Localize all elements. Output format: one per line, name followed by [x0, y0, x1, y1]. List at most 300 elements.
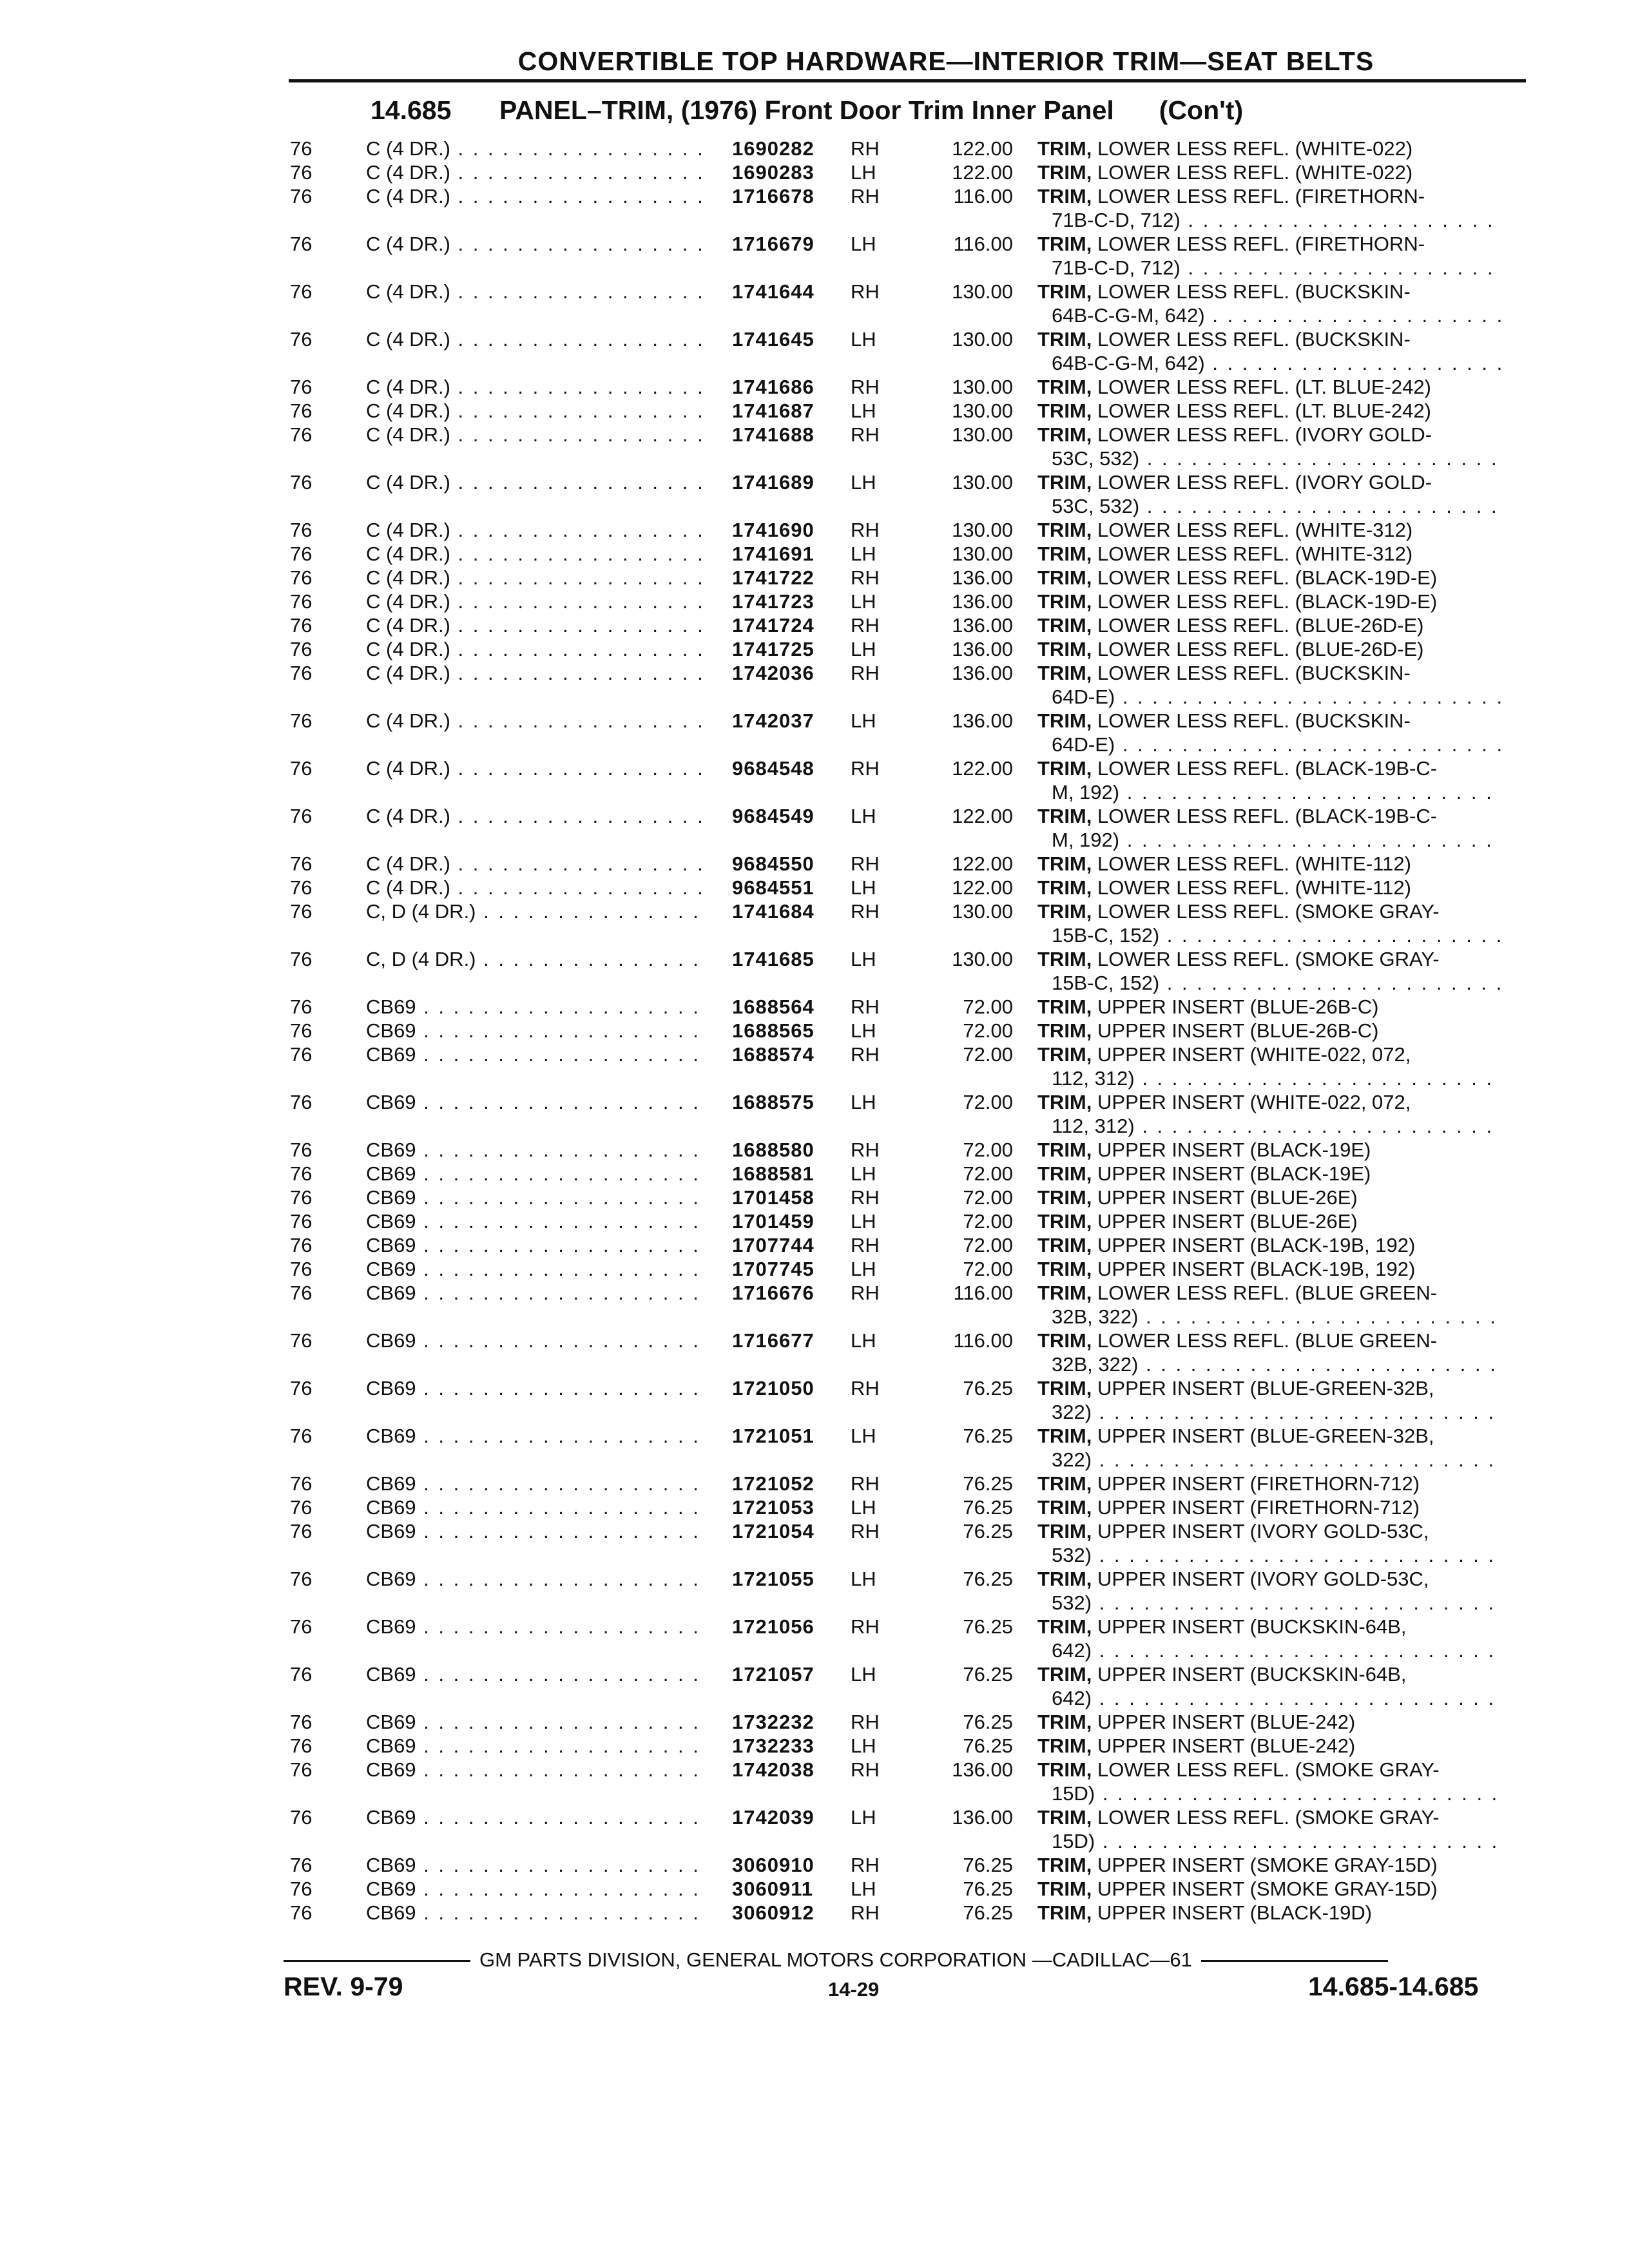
description-continuation: 112, 312) . . . — [1037, 1066, 1501, 1090]
description-cell — [1037, 1519, 1501, 1567]
model-cell: CB69 . . . — [366, 1424, 704, 1448]
side-cell: LH — [851, 471, 876, 494]
year-cell: 76 — [290, 376, 313, 398]
description-continuation: 642) . . . — [1037, 1639, 1501, 1662]
description-continuation: 53C, 532) . . . — [1037, 447, 1501, 470]
description-continuation: 532) . . . — [1037, 1543, 1501, 1567]
description-line — [1037, 1877, 1501, 1901]
year-cell: 76 — [290, 566, 313, 589]
table-row — [0, 1376, 1629, 1424]
description-name: TRIM, — [1037, 1472, 1092, 1495]
description-text: UPPER INSERT (BLUE-242) — [1097, 1735, 1356, 1757]
description-name: TRIM, — [1037, 1329, 1092, 1352]
description-cell — [1037, 1043, 1501, 1090]
model-cell: CB69 . . . — [366, 1495, 704, 1519]
description-line — [1037, 947, 1501, 971]
description-line — [1037, 1710, 1501, 1734]
description-cell — [1037, 280, 1501, 327]
part-number-cell: 1690282 — [732, 137, 815, 160]
description-continuation: 322) . . . — [1037, 1448, 1501, 1472]
description-line — [1037, 995, 1501, 1019]
description-text: UPPER INSERT (BLUE-26E) — [1097, 1210, 1358, 1233]
part-number-cell: 9684550 — [732, 852, 815, 875]
description-cell — [1037, 852, 1501, 876]
side-cell: RH — [851, 852, 880, 875]
description-line — [1037, 1567, 1501, 1591]
description-cell — [1037, 590, 1501, 613]
model-cell: CB69 . . . — [366, 995, 704, 1019]
part-number-cell: 1732232 — [732, 1711, 815, 1733]
part-number-cell: 1732233 — [732, 1735, 815, 1757]
price-cell: 136.00 — [952, 566, 1013, 589]
model-cell: C (4 DR.) . . . — [366, 613, 704, 637]
description-name: TRIM, — [1037, 1758, 1092, 1781]
description-name: TRIM, — [1037, 543, 1092, 565]
side-cell: RH — [851, 376, 880, 398]
description-line — [1037, 1615, 1501, 1639]
description-line — [1037, 590, 1501, 613]
description-text: UPPER INSERT (BLACK-19B, 192) — [1097, 1258, 1416, 1280]
model-cell: C (4 DR.) . . . — [366, 375, 704, 399]
description-line — [1037, 1805, 1501, 1829]
table-row — [0, 1329, 1629, 1376]
model-cell: CB69 . . . — [366, 1186, 704, 1209]
description-name: TRIM, — [1037, 471, 1092, 494]
description-name: TRIM, — [1037, 1568, 1092, 1590]
model-cell: CB69 . . . — [366, 1209, 704, 1233]
table-row — [0, 1233, 1629, 1257]
price-cell: 72.00 — [963, 1043, 1013, 1066]
description-continuation: 64D-E) . . . — [1037, 733, 1501, 756]
table-row — [0, 423, 1629, 470]
description-cell — [1037, 1758, 1501, 1805]
description-cell — [1037, 1186, 1501, 1209]
description-line — [1037, 1734, 1501, 1758]
part-number-cell: 1690283 — [732, 161, 815, 184]
description-line — [1037, 1901, 1501, 1925]
description-text: LOWER LESS REFL. (WHITE-022) — [1097, 137, 1413, 160]
side-cell: RH — [851, 1854, 880, 1876]
description-line — [1037, 1281, 1501, 1305]
description-line — [1037, 1233, 1501, 1257]
year-cell: 76 — [290, 137, 313, 160]
table-row — [0, 470, 1629, 518]
price-cell: 76.25 — [963, 1615, 1013, 1638]
table-row — [0, 399, 1629, 423]
model-cell: CB69 . . . — [366, 1710, 704, 1734]
description-cell — [1037, 375, 1501, 399]
description-cell — [1037, 1257, 1501, 1281]
table-row — [0, 995, 1629, 1019]
price-cell: 72.00 — [963, 1234, 1013, 1256]
description-line — [1037, 852, 1501, 876]
year-cell: 76 — [290, 185, 313, 207]
year-cell: 76 — [290, 1162, 313, 1185]
year-cell: 76 — [290, 1758, 313, 1781]
table-row — [0, 375, 1629, 399]
description-text: LOWER LESS REFL. (SMOKE GRAY- — [1097, 1806, 1440, 1829]
model-cell: C (4 DR.) . . . — [366, 709, 704, 733]
description-name: TRIM, — [1037, 900, 1092, 923]
side-cell: LH — [851, 876, 876, 899]
side-cell: RH — [851, 662, 880, 684]
model-cell: C, D (4 DR.) . . . — [366, 899, 704, 923]
table-row — [0, 518, 1629, 542]
year-cell: 76 — [290, 662, 313, 684]
description-text: UPPER INSERT (FIRETHORN-712) — [1097, 1496, 1420, 1519]
side-cell: LH — [851, 805, 876, 827]
side-cell: LH — [851, 543, 876, 565]
description-continuation: 532) . . . — [1037, 1591, 1501, 1615]
description-text: LOWER LESS REFL. (WHITE-312) — [1097, 519, 1413, 541]
price-cell: 116.00 — [953, 233, 1013, 255]
price-cell: 122.00 — [952, 757, 1013, 780]
description-line — [1037, 137, 1501, 160]
description-text: LOWER LESS REFL. (BLUE GREEN- — [1097, 1329, 1438, 1352]
model-cell: C (4 DR.) . . . — [366, 804, 704, 828]
model-cell: C (4 DR.) . . . — [366, 661, 704, 685]
description-cell — [1037, 566, 1501, 590]
price-cell: 136.00 — [952, 614, 1013, 637]
description-name: TRIM, — [1037, 233, 1092, 255]
part-number-cell: 1742037 — [732, 709, 815, 732]
price-cell: 130.00 — [952, 376, 1013, 398]
model-cell: CB69 . . . — [366, 1901, 704, 1925]
side-cell: LH — [851, 1496, 876, 1519]
side-cell: LH — [851, 328, 876, 351]
year-cell: 76 — [290, 1329, 313, 1352]
description-text: LOWER LESS REFL. (LT. BLUE-242) — [1097, 399, 1431, 422]
model-cell: CB69 . . . — [366, 1734, 704, 1758]
description-line — [1037, 613, 1501, 637]
footer-rule-left — [284, 1960, 470, 1962]
description-line — [1037, 637, 1501, 661]
model-cell: C, D (4 DR.) . . . — [366, 947, 704, 971]
description-cell — [1037, 1710, 1501, 1734]
side-cell: RH — [851, 1758, 880, 1781]
description-text: UPPER INSERT (BUCKSKIN-64B, — [1097, 1615, 1407, 1638]
description-line — [1037, 709, 1501, 733]
part-number-cell: 1721052 — [732, 1472, 815, 1495]
description-text: UPPER INSERT (SMOKE GRAY-15D) — [1097, 1854, 1438, 1876]
price-cell: 122.00 — [952, 137, 1013, 160]
price-cell: 76.25 — [963, 1854, 1013, 1876]
year-cell: 76 — [290, 1210, 313, 1233]
model-cell: CB69 . . . — [366, 1567, 704, 1591]
table-row — [0, 1805, 1629, 1853]
price-cell: 76.25 — [963, 1735, 1013, 1757]
price-cell: 76.25 — [963, 1377, 1013, 1399]
model-cell: CB69 . . . — [366, 1257, 704, 1281]
price-cell: 136.00 — [952, 709, 1013, 732]
side-cell: LH — [851, 399, 876, 422]
description-text: UPPER INSERT (BLACK-19E) — [1097, 1139, 1371, 1161]
description-line — [1037, 1257, 1501, 1281]
part-number-cell: 1688575 — [732, 1091, 815, 1113]
side-cell: RH — [851, 1186, 880, 1209]
price-cell: 130.00 — [952, 948, 1013, 970]
price-cell: 136.00 — [952, 662, 1013, 684]
year-cell: 76 — [290, 519, 313, 541]
year-cell: 76 — [290, 1520, 313, 1542]
description-cell — [1037, 1233, 1501, 1257]
table-row — [0, 232, 1629, 280]
model-cell: CB69 . . . — [366, 1019, 704, 1043]
model-cell: CB69 . . . — [366, 1162, 704, 1186]
description-text: UPPER INSERT (FIRETHORN-712) — [1097, 1472, 1420, 1495]
year-cell: 76 — [290, 948, 313, 970]
description-name: TRIM, — [1037, 1377, 1092, 1399]
description-name: TRIM, — [1037, 1663, 1092, 1686]
table-row — [0, 1186, 1629, 1209]
description-name: TRIM, — [1037, 1878, 1092, 1900]
model-cell: C (4 DR.) . . . — [366, 327, 704, 351]
side-cell: LH — [851, 1019, 876, 1042]
table-row — [0, 1472, 1629, 1495]
price-cell: 76.25 — [963, 1425, 1013, 1447]
part-number-cell: 1688565 — [732, 1019, 815, 1042]
description-line — [1037, 232, 1501, 256]
description-cell — [1037, 1329, 1501, 1376]
table-row — [0, 899, 1629, 947]
side-cell: RH — [851, 566, 880, 589]
side-cell: RH — [851, 185, 880, 207]
table-row — [0, 280, 1629, 327]
year-cell: 76 — [290, 1568, 313, 1590]
price-cell: 130.00 — [952, 519, 1013, 541]
model-cell: CB69 . . . — [366, 1519, 704, 1543]
description-line — [1037, 470, 1501, 494]
year-cell: 76 — [290, 1901, 313, 1924]
description-text: LOWER LESS REFL. (WHITE-112) — [1097, 852, 1411, 875]
description-line — [1037, 375, 1501, 399]
year-cell: 76 — [290, 328, 313, 351]
year-cell: 76 — [290, 1091, 313, 1113]
model-cell: CB69 . . . — [366, 1138, 704, 1162]
model-cell: C (4 DR.) . . . — [366, 876, 704, 899]
part-number-cell: 1716678 — [732, 185, 815, 207]
description-cell — [1037, 470, 1501, 518]
description-name: TRIM, — [1037, 399, 1092, 422]
description-line — [1037, 1043, 1501, 1066]
description-text: LOWER LESS REFL. (SMOKE GRAY- — [1097, 900, 1440, 923]
side-cell: RH — [851, 757, 880, 780]
description-cell — [1037, 1662, 1501, 1710]
table-row — [0, 1162, 1629, 1186]
description-text: UPPER INSERT (SMOKE GRAY-15D) — [1097, 1878, 1438, 1900]
description-text: LOWER LESS REFL. (BLUE-26D-E) — [1097, 614, 1424, 637]
price-cell: 116.00 — [953, 1282, 1013, 1304]
description-name: TRIM, — [1037, 1019, 1092, 1042]
description-cell — [1037, 1877, 1501, 1901]
table-row — [0, 1877, 1629, 1901]
year-cell: 76 — [290, 543, 313, 565]
description-name: TRIM, — [1037, 638, 1092, 660]
year-cell: 76 — [290, 1854, 313, 1876]
description-continuation: 112, 312) . . . — [1037, 1114, 1501, 1138]
continued-label: (Con't) — [1159, 95, 1244, 125]
model-cell: CB69 . . . — [366, 1329, 704, 1352]
description-name: TRIM, — [1037, 185, 1092, 207]
year-cell: 76 — [290, 161, 313, 184]
group-title: PANEL–TRIM, (1976) Front Door Trim Inner Panel — [499, 95, 1114, 125]
description-name: TRIM, — [1037, 1496, 1092, 1519]
model-cell: C (4 DR.) . . . — [366, 852, 704, 876]
year-cell: 76 — [290, 423, 313, 446]
description-name: TRIM, — [1037, 1735, 1092, 1757]
side-cell: RH — [851, 1234, 880, 1256]
year-cell: 76 — [290, 1377, 313, 1399]
description-text: UPPER INSERT (BLUE-242) — [1097, 1711, 1356, 1733]
description-text: LOWER LESS REFL. (WHITE-112) — [1097, 876, 1411, 899]
description-name: TRIM, — [1037, 1901, 1092, 1924]
table-row — [0, 1662, 1629, 1710]
page-title: CONVERTIBLE TOP HARDWARE—INTERIOR TRIM—SEAT BELTS — [517, 46, 1374, 76]
side-cell: LH — [851, 161, 876, 184]
description-text: LOWER LESS REFL. (FIRETHORN- — [1097, 185, 1425, 207]
description-name: TRIM, — [1037, 590, 1092, 613]
description-continuation: 64B-C-G-M, 642) . . . — [1037, 351, 1501, 375]
description-name: TRIM, — [1037, 1806, 1092, 1829]
description-cell — [1037, 423, 1501, 470]
model-cell: CB69 . . . — [366, 1805, 704, 1829]
model-cell: C (4 DR.) . . . — [366, 566, 704, 590]
description-text: LOWER LESS REFL. (IVORY GOLD- — [1097, 423, 1432, 446]
model-cell: CB69 . . . — [366, 1758, 704, 1782]
table-row — [0, 1615, 1629, 1662]
description-cell — [1037, 804, 1501, 852]
description-cell — [1037, 1138, 1501, 1162]
table-row — [0, 1734, 1629, 1758]
description-line — [1037, 1424, 1501, 1448]
description-continuation: 15D) . . . — [1037, 1782, 1501, 1805]
description-continuation: 322) . . . — [1037, 1400, 1501, 1424]
table-row — [0, 1043, 1629, 1090]
side-cell: LH — [851, 590, 876, 613]
price-cell: 76.25 — [963, 1878, 1013, 1900]
part-number-cell: 1688580 — [732, 1139, 815, 1161]
year-cell: 76 — [290, 590, 313, 613]
model-cell: CB69 . . . — [366, 1853, 704, 1877]
description-text: LOWER LESS REFL. (SMOKE GRAY- — [1097, 948, 1440, 970]
model-cell: CB69 . . . — [366, 1615, 704, 1639]
part-number-cell: 1741722 — [732, 566, 815, 589]
side-cell: RH — [851, 1711, 880, 1733]
description-cell — [1037, 160, 1501, 184]
description-text: UPPER INSERT (BLUE-GREEN-32B, — [1097, 1425, 1434, 1447]
description-line — [1037, 1329, 1501, 1352]
part-number-cell: 1741690 — [732, 519, 815, 541]
description-cell — [1037, 1853, 1501, 1877]
table-row — [0, 566, 1629, 590]
table-row — [0, 637, 1629, 661]
description-name: TRIM, — [1037, 1210, 1092, 1233]
model-cell: C (4 DR.) . . . — [366, 590, 704, 613]
model-cell: CB69 . . . — [366, 1281, 704, 1305]
year-cell: 76 — [290, 1615, 313, 1638]
model-cell: CB69 . . . — [366, 1233, 704, 1257]
description-name: TRIM, — [1037, 709, 1092, 732]
part-number-cell: 1721055 — [732, 1568, 815, 1590]
table-row — [0, 327, 1629, 375]
side-cell: RH — [851, 1282, 880, 1304]
part-number-cell: 1707745 — [732, 1258, 815, 1280]
part-number-cell: 1742036 — [732, 662, 815, 684]
part-number-cell: 1721057 — [732, 1663, 815, 1686]
table-row — [0, 1209, 1629, 1233]
table-row — [0, 1495, 1629, 1519]
year-cell: 76 — [290, 280, 313, 303]
description-line — [1037, 327, 1501, 351]
side-cell: LH — [851, 709, 876, 732]
model-cell: CB69 . . . — [366, 1662, 704, 1686]
part-number-cell: 1741723 — [732, 590, 815, 613]
model-cell: C (4 DR.) . . . — [366, 184, 704, 208]
page-header — [289, 46, 1526, 82]
description-line — [1037, 1019, 1501, 1043]
description-cell — [1037, 137, 1501, 160]
description-line — [1037, 876, 1501, 899]
part-number-cell: 1688564 — [732, 995, 815, 1018]
model-cell: CB69 . . . — [366, 1472, 704, 1495]
price-cell: 72.00 — [963, 1091, 1013, 1113]
description-continuation: 15D) . . . — [1037, 1829, 1501, 1853]
year-cell: 76 — [290, 638, 313, 660]
year-cell: 76 — [290, 399, 313, 422]
description-line — [1037, 184, 1501, 208]
side-cell: RH — [851, 1139, 880, 1161]
description-text: LOWER LESS REFL. (BLACK-19B-C- — [1097, 805, 1438, 827]
description-line — [1037, 1138, 1501, 1162]
year-cell: 76 — [290, 1258, 313, 1280]
table-row — [0, 876, 1629, 899]
price-cell: 116.00 — [953, 1329, 1013, 1352]
table-row — [0, 137, 1629, 160]
price-cell: 72.00 — [963, 1162, 1013, 1185]
side-cell: LH — [851, 1425, 876, 1447]
parts-list — [0, 137, 1629, 1925]
table-row — [0, 590, 1629, 613]
table-row — [0, 160, 1629, 184]
description-text: UPPER INSERT (IVORY GOLD-53C, — [1097, 1520, 1429, 1542]
model-cell: C (4 DR.) . . . — [366, 423, 704, 447]
table-row — [0, 756, 1629, 804]
description-cell — [1037, 184, 1501, 232]
table-row — [0, 1281, 1629, 1329]
part-number-cell: 1721054 — [732, 1520, 815, 1542]
description-continuation: 15B-C, 152) . . . — [1037, 923, 1501, 947]
side-cell: LH — [851, 1806, 876, 1829]
description-name: TRIM, — [1037, 1234, 1092, 1256]
table-row — [0, 1758, 1629, 1805]
side-cell: LH — [851, 1329, 876, 1352]
year-cell: 76 — [290, 757, 313, 780]
description-line — [1037, 899, 1501, 923]
side-cell: RH — [851, 1043, 880, 1066]
description-cell — [1037, 1090, 1501, 1138]
description-cell — [1037, 1805, 1501, 1853]
description-continuation: 71B-C-D, 712) . . . — [1037, 208, 1501, 232]
description-line — [1037, 661, 1501, 685]
description-continuation: 15B-C, 152) . . . — [1037, 971, 1501, 995]
price-cell: 136.00 — [952, 590, 1013, 613]
description-continuation: 642) . . . — [1037, 1686, 1501, 1710]
side-cell: RH — [851, 423, 880, 446]
side-cell: RH — [851, 900, 880, 923]
description-text: UPPER INSERT (BUCKSKIN-64B, — [1097, 1663, 1407, 1686]
description-text: UPPER INSERT (BLUE-26B-C) — [1097, 1019, 1379, 1042]
description-cell — [1037, 399, 1501, 423]
